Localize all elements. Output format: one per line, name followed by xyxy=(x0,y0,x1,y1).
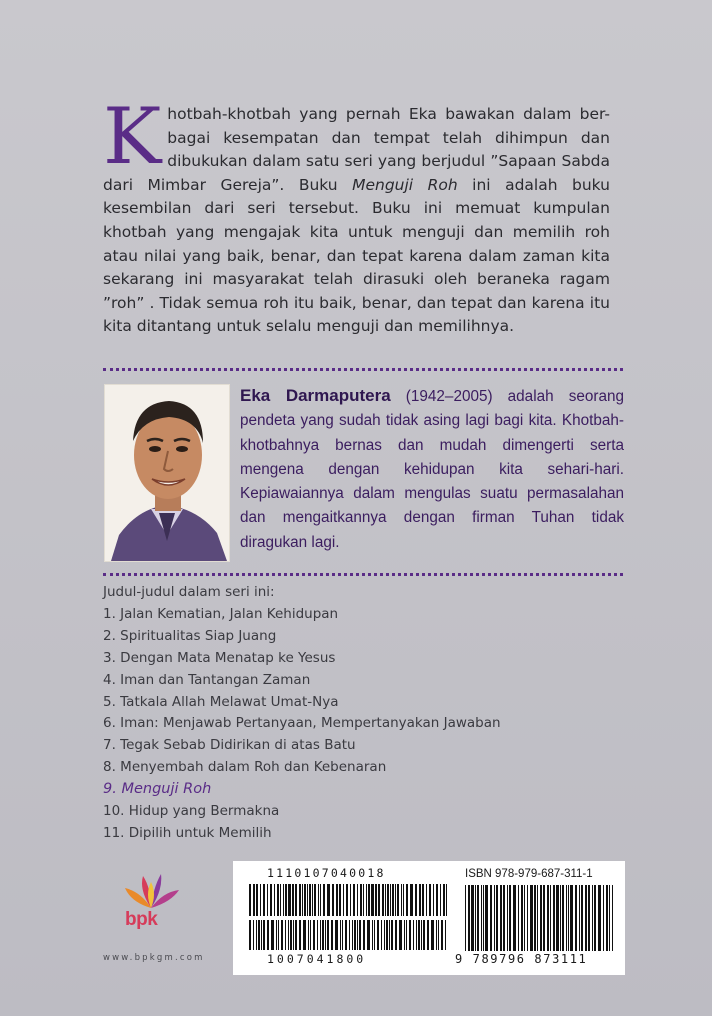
barcode-bar xyxy=(609,885,610,951)
barcode-panel xyxy=(233,861,625,975)
barcode-bar xyxy=(271,920,274,950)
barcode-bar xyxy=(556,885,559,951)
book-title-inline: Menguji Roh xyxy=(352,175,458,194)
barcode-bar xyxy=(419,884,421,916)
publisher-url: www.bpkgm.com xyxy=(103,953,205,963)
barcode-bar xyxy=(303,920,306,950)
barcode-bar xyxy=(292,884,294,916)
barcode-bar xyxy=(253,920,254,950)
drop-cap: K xyxy=(103,92,162,182)
barcode-bar xyxy=(253,884,255,916)
barcode-bar xyxy=(249,920,251,950)
barcode-bar xyxy=(274,884,275,916)
barcode-bar xyxy=(418,920,420,950)
barcode-bar xyxy=(354,920,356,950)
barcode-bar xyxy=(350,884,351,916)
barcode-bar xyxy=(612,885,613,951)
barcode-bar xyxy=(387,884,389,916)
barcode-bar xyxy=(485,885,488,951)
barcode-bar xyxy=(340,920,341,950)
barcode-bar xyxy=(310,920,311,950)
barcode-bar xyxy=(299,884,301,916)
barcode-bar xyxy=(278,920,279,950)
barcode-bar xyxy=(327,920,329,950)
barcode-top-number: 1110107040018 xyxy=(267,866,386,880)
barcode-bar xyxy=(270,884,272,916)
barcode-bar xyxy=(285,884,287,916)
barcode-bar xyxy=(357,920,358,950)
barcode-bar xyxy=(547,885,549,951)
barcode-bar xyxy=(518,885,519,951)
dotted-divider-top xyxy=(103,368,623,371)
series-header: Judul-judul dalam seri ini: xyxy=(103,584,275,600)
barcode-bar xyxy=(368,884,370,916)
barcode-bar xyxy=(352,920,353,950)
isbn-digits: 9 789796 873111 xyxy=(455,952,588,966)
barcode-bar xyxy=(346,884,348,916)
barcode-bar xyxy=(410,884,413,916)
list-item-current: 9. Menguji Roh xyxy=(103,781,212,798)
author-name: Eka Darmaputera xyxy=(240,386,391,405)
barcode-bar xyxy=(363,920,365,950)
barcode-bar xyxy=(392,884,394,916)
barcode-bar xyxy=(307,884,308,916)
barcode-bar xyxy=(314,884,316,916)
barcode-bar xyxy=(276,920,277,950)
internal-barcode-bottom xyxy=(249,920,449,950)
barcode-bar xyxy=(293,920,294,950)
barcode-bar xyxy=(562,885,564,951)
list-item: 11. Dipilih untuk Memilih xyxy=(103,824,272,841)
barcode-bar xyxy=(436,884,438,916)
barcode-bar xyxy=(446,884,447,916)
barcode-bar xyxy=(390,884,391,916)
barcode-bar xyxy=(401,884,402,916)
barcode-bar xyxy=(527,885,528,951)
barcode-bar xyxy=(509,885,511,951)
barcode-bar xyxy=(465,885,466,951)
barcode-bar xyxy=(503,885,505,951)
barcode-bar xyxy=(475,885,476,951)
author-bio xyxy=(240,384,624,555)
barcode-bar xyxy=(320,920,321,950)
barcode-bar xyxy=(363,884,364,916)
barcode-bar xyxy=(342,920,343,950)
barcode-bar xyxy=(309,884,311,916)
barcode-bar xyxy=(443,884,445,916)
author-photo xyxy=(104,384,230,562)
barcode-bar xyxy=(304,884,306,916)
barcode-bar xyxy=(371,884,374,916)
barcode-bar xyxy=(320,884,321,916)
barcode-bar xyxy=(374,920,375,950)
barcode-bar xyxy=(267,884,268,916)
barcode-bar xyxy=(543,885,545,951)
barcode-bar xyxy=(534,885,536,951)
barcode-bar xyxy=(260,884,261,916)
list-item: 7. Tegak Sebab Didirikan di atas Batu xyxy=(103,737,356,754)
barcode-bar xyxy=(285,920,286,950)
series-list xyxy=(103,582,503,845)
barcode-bar xyxy=(349,920,350,950)
barcode-bar xyxy=(360,884,362,916)
dotted-divider-bottom xyxy=(103,573,623,576)
barcode-bar xyxy=(550,885,551,951)
barcode-bar xyxy=(603,885,604,951)
barcode-bar xyxy=(568,885,569,951)
barcode-bar xyxy=(500,885,502,951)
barcode-bar xyxy=(606,885,608,951)
list-item: 1. Jalan Kematian, Jalan Kehidupan xyxy=(103,605,339,622)
barcode-bar xyxy=(490,885,492,951)
barcode-bar xyxy=(389,920,390,950)
barcode-bar xyxy=(507,885,508,951)
barcode-bar xyxy=(377,920,379,950)
barcode-bar xyxy=(378,884,380,916)
barcode-bar xyxy=(384,920,385,950)
list-item: 4. Iman dan Tantangan Zaman xyxy=(103,671,311,688)
list-item: 6. Iman: Menjawab Pertanyaan, Mempertanyakan Jawaban xyxy=(103,715,501,732)
barcode-bar xyxy=(261,920,262,950)
barcode-bar xyxy=(433,884,434,916)
barcode-bar xyxy=(323,884,325,916)
barcode-bar xyxy=(382,884,384,916)
barcode-bar xyxy=(283,884,284,916)
barcode-bar xyxy=(343,884,344,916)
barcode-bar xyxy=(575,885,577,951)
barcode-bar xyxy=(256,884,258,916)
barcode-bar xyxy=(366,884,367,916)
barcode-bar xyxy=(409,920,411,950)
barcode-bar xyxy=(403,884,404,916)
barcode-bar xyxy=(471,885,474,951)
barcode-bar xyxy=(308,920,309,950)
barcode-bar xyxy=(295,920,297,950)
barcode-bar xyxy=(496,885,498,951)
publisher-logo-text: bpk xyxy=(125,909,158,930)
barcode-bar xyxy=(288,920,289,950)
barcode-bar xyxy=(318,884,319,916)
barcode-bar xyxy=(481,885,482,951)
author-bio-text: (1942–2005) adalah seorang pendeta yang sudah tidak asing lagi bagi kita. Khotbah-khotbahnya bernas dan mudah dimengerti serta mengena dengan kehidupan kita sehari-hari. Kepiawaiannya dalam mengulas suatu permasalahan dan mengaitkannya dengan firman Tuhan tidak diragukan lagi. xyxy=(240,388,624,551)
barcode-bar xyxy=(280,884,281,916)
barcode-bar xyxy=(429,884,431,916)
barcode-bar xyxy=(581,885,583,951)
barcode-bar xyxy=(288,884,291,916)
barcode-bar xyxy=(359,920,361,950)
barcode-bar xyxy=(570,885,573,951)
barcode-bar xyxy=(299,920,301,950)
barcode-bar xyxy=(332,884,334,916)
barcode-bar xyxy=(441,920,443,950)
barcode-bar xyxy=(302,884,303,916)
barcode-bar xyxy=(422,884,424,916)
barcode-bar xyxy=(415,884,417,916)
barcode-bar xyxy=(530,885,533,951)
barcode-bar xyxy=(295,884,297,916)
barcode-bar xyxy=(357,884,358,916)
barcode-bar xyxy=(345,920,347,950)
barcode-bar xyxy=(325,920,326,950)
barcode-bar xyxy=(598,885,601,951)
barcode-bar xyxy=(406,920,407,950)
internal-barcode-top xyxy=(249,884,449,916)
barcode-bar xyxy=(399,920,402,950)
barcode-bar xyxy=(468,885,470,951)
barcode-bar xyxy=(404,920,405,950)
barcode-bar xyxy=(322,920,324,950)
barcode-bar xyxy=(540,885,542,951)
barcode-bar xyxy=(421,920,422,950)
list-item: 8. Menyembah dalam Roh dan Kebenaran xyxy=(103,759,387,776)
barcode-bar xyxy=(312,884,313,916)
barcode-bar xyxy=(513,885,516,951)
barcode-bar xyxy=(592,885,593,951)
barcode-bar xyxy=(483,885,484,951)
barcode-bar xyxy=(391,920,393,950)
barcode-bar xyxy=(327,884,330,916)
list-item: 2. Spiritualitas Siap Juang xyxy=(103,627,277,644)
barcode-bar xyxy=(585,885,587,951)
barcode-bar xyxy=(579,885,580,951)
barcode-bar xyxy=(395,920,397,950)
barcode-bar xyxy=(553,885,555,951)
barcode-bar xyxy=(336,884,338,916)
barcode-bar xyxy=(263,884,265,916)
barcode-bar xyxy=(375,884,377,916)
barcode-bar xyxy=(281,920,283,950)
barcode-bottom-number: 1007041800 xyxy=(267,952,367,966)
barcode-bar xyxy=(537,885,538,951)
barcode-bar xyxy=(588,885,590,951)
barcode-bar xyxy=(426,884,427,916)
barcode-bar xyxy=(385,884,386,916)
barcode-bar xyxy=(267,920,269,950)
list-item: 3. Dengan Mata Menatap ke Yesus xyxy=(103,649,336,666)
barcode-bar xyxy=(367,920,370,950)
barcode-bar xyxy=(313,920,315,950)
barcode-bar xyxy=(594,885,596,951)
barcode-bar xyxy=(413,920,414,950)
barcode-bar xyxy=(397,884,399,916)
barcode-bar xyxy=(427,920,429,950)
barcode-bar xyxy=(431,920,434,950)
barcode-bar xyxy=(566,885,567,951)
barcode-bar xyxy=(406,884,408,916)
barcode-bar xyxy=(386,920,388,950)
barcode-bar xyxy=(438,920,439,950)
barcode-bar xyxy=(335,920,338,950)
barcode-bar xyxy=(524,885,525,951)
list-item: 10. Hidup yang Bermakna xyxy=(103,803,280,820)
barcode-bar xyxy=(521,885,523,951)
barcode-bar xyxy=(353,884,355,916)
barcode-bar xyxy=(277,884,279,916)
barcode-bar xyxy=(423,920,425,950)
barcode-bar xyxy=(317,920,318,950)
barcode-bar xyxy=(339,884,341,916)
barcode-bar xyxy=(290,920,292,950)
barcode-bar xyxy=(395,884,396,916)
barcode-bar xyxy=(256,920,257,950)
barcode-bar xyxy=(440,884,441,916)
barcode-bar xyxy=(263,920,265,950)
barcode-bar xyxy=(249,884,251,916)
barcode-bar xyxy=(445,920,446,950)
barcode-bar xyxy=(436,920,437,950)
barcode-bar xyxy=(258,920,260,950)
isbn-barcode xyxy=(465,885,615,951)
barcode-bar xyxy=(416,920,417,950)
isbn-label: ISBN 978-979-687-311-1 xyxy=(465,868,593,880)
blurb-paragraph: hotbah-khotbah yang pernah Eka bawakan dalam ber- bagai kesempatan dan tempat telah dihimpun dan dibukukan dalam satu seri yang berjudul ”Sapaan Sabda dari Mimbar Gereja”. Buku Menguji Roh ini adalah buku kesembilan dari seri tersebut. Buku ini memuat kumpulan khotbah yang mengajak kita untuk menguji dan memilih roh atau nilai yang baik, benar, dan tepat karena dalam zaman kita sekarang ini masyarakat telah dirasuki oleh beraneka ragam ”roh” . Tidak semua roh itu baik, benar, dan tepat dan karena itu kita ditantang untuk selalu menguji dan memilihnya. xyxy=(103,105,611,336)
barcode-bar xyxy=(372,920,373,950)
barcode-bar xyxy=(381,920,382,950)
barcode-bar xyxy=(560,885,561,951)
barcode-bar xyxy=(331,920,333,950)
book-blurb xyxy=(103,92,611,339)
barcode-bar xyxy=(494,885,495,951)
barcode-bar xyxy=(477,885,479,951)
publisher-logo-icon xyxy=(121,872,183,942)
list-item: 5. Tatkala Allah Melawat Umat-Nya xyxy=(103,693,339,710)
